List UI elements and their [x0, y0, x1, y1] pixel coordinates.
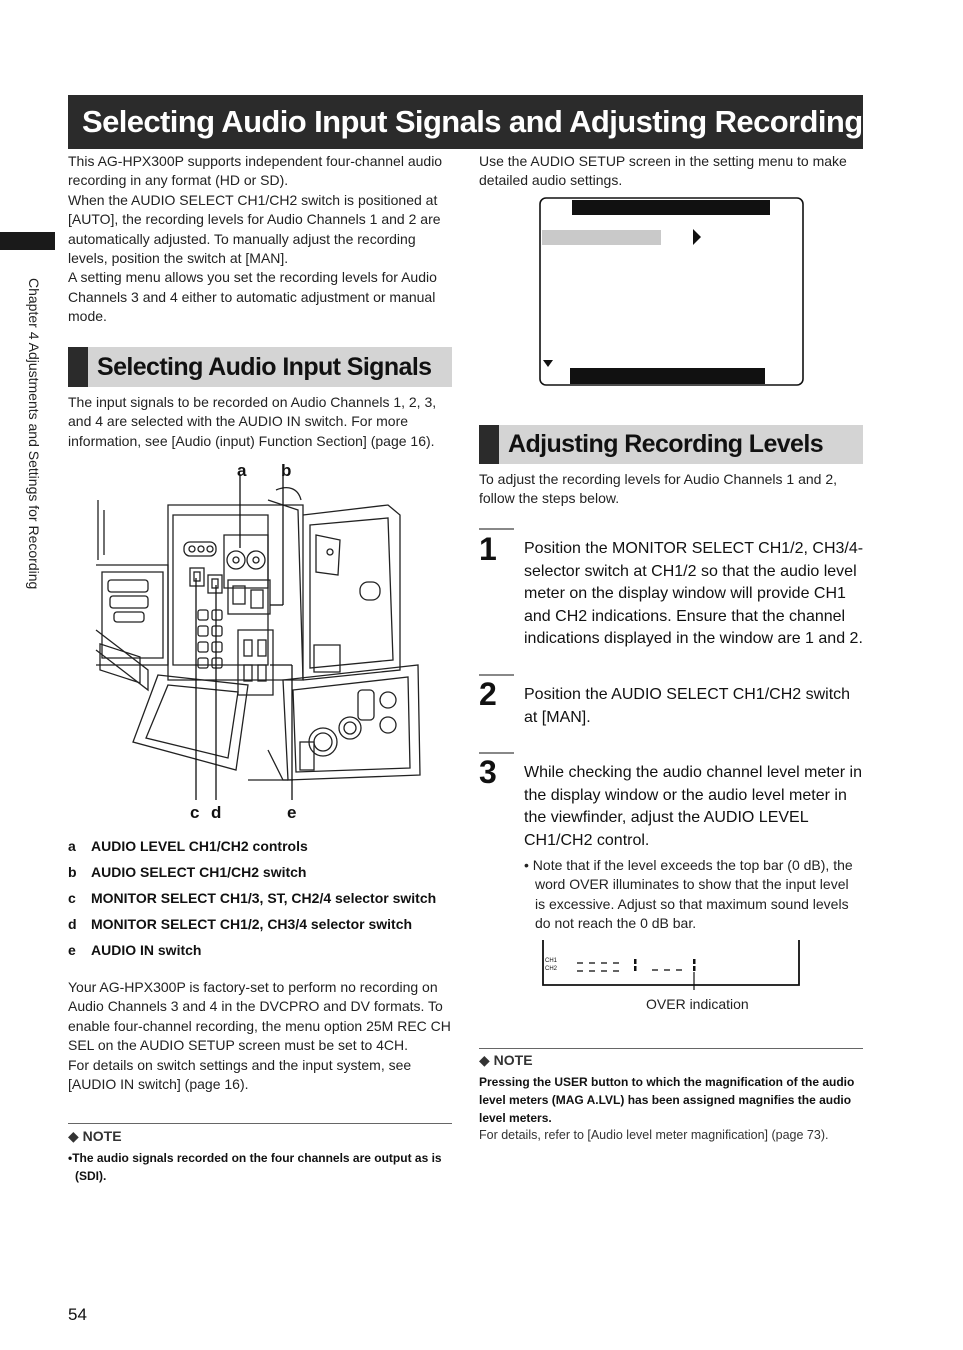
step-number: 2 — [479, 676, 497, 712]
figure-label-b: b — [281, 461, 292, 480]
step-text: While checking the audio channel level meter in the display window or the audio level meter in the viewfinder, adjust the AUDIO LEVEL CH1/CH2 control. — [524, 764, 862, 849]
figure-legend — [68, 837, 458, 967]
body-paragraph: For details on switch settings and the input system, see [AUDIO IN switch] (page 16). — [68, 1056, 412, 1093]
step-text: Position the AUDIO SELECT CH1/CH2 switch at [MAN]. — [524, 686, 851, 726]
intro-text — [68, 152, 453, 327]
audio-setup-screen-illustration — [539, 197, 805, 387]
note-divider — [68, 1123, 452, 1124]
note-reference: For details, refer to [Audio level meter magnification] (page 73). — [479, 1128, 829, 1142]
figure-label-c: c — [190, 803, 200, 822]
meter-channel-labels — [545, 957, 559, 973]
step-number: 3 — [479, 754, 497, 790]
section-heading-audio-input: Selecting Audio Input Signals — [68, 347, 452, 387]
step3-bullet: • Note that if the level exceeds the top bar (0 dB), the word OVER illuminates to show that the input level is excessive. Adjust so that maximum sound levels do not reach the 0 dB bar. — [524, 857, 853, 932]
body-paragraph: Your AG-HPX300P is factory-set to perform no recording on Audio Channels 3 and 4 in the DVCPRO and DV formats. To enable four-channel recording, the menu option 25M REC CH SEL on the AUDIO SETUP screen must be set to 4CH. — [68, 979, 451, 1054]
legend-item: b AUDIO SELECT CH1/CH2 switch — [68, 864, 307, 880]
note-divider — [479, 1048, 863, 1049]
meter-ch2-label: CH2 — [545, 966, 558, 972]
section-heading-recording-levels: Adjusting Recording Levels — [479, 425, 863, 464]
section1-text: The input signals to be recorded on Audio Channels 1, 2, 3, and 4 are selected with the AUDIO IN switch. For more information, see [Audio (input) Function Section] (page 16). — [68, 394, 437, 449]
chapter-tab-marker — [0, 232, 55, 250]
step-divider — [479, 528, 514, 530]
legend-item: a AUDIO LEVEL CH1/CH2 controls — [68, 838, 308, 854]
figure-label-d: d — [211, 803, 222, 822]
meter-ch1-label: CH1 — [545, 958, 558, 964]
legend-item: c MONITOR SELECT CH1/3, ST, CH2/4 selector switch — [68, 890, 437, 906]
intro-paragraph: This AG-HPX300P supports independent four-channel audio recording in any format (HD or SD). — [68, 153, 443, 189]
step-number: 1 — [479, 531, 497, 567]
chapter-label: Chapter 4 Adjustments and Settings for Recording — [26, 278, 42, 590]
over-indication-label: OVER indication — [646, 996, 749, 1012]
step-text: Position the MONITOR SELECT CH1/2, CH3/4-selector switch at CH1/2 so that the audio level meter on the display window will provide CH1 and CH2 indications. Ensure that the channel indications displayed in the window are 1 and 2. — [524, 540, 864, 647]
note-heading: ◆ NOTE — [68, 1128, 122, 1144]
page-number: 54 — [68, 1305, 87, 1324]
figure-label-e: e — [287, 803, 297, 822]
note-text: •The audio signals recorded on the four channels are output as is (SDI). — [68, 1151, 442, 1183]
note-heading: ◆ NOTE — [479, 1052, 533, 1068]
figure-label-a: a — [237, 461, 247, 480]
right-intro: Use the AUDIO SETUP screen in the setting menu to make detailed audio settings. — [479, 153, 847, 189]
audio-level-meter-illustration — [540, 938, 802, 990]
page-title: Selecting Audio Input Signals and Adjusting Recording Levels — [68, 95, 863, 149]
legend-item: d MONITOR SELECT CH1/2, CH3/4 selector switch — [68, 916, 413, 932]
section2-text: To adjust the recording levels for Audio Channels 1 and 2, follow the steps below. — [479, 471, 838, 507]
four-channel-info — [68, 978, 456, 1094]
intro-paragraph: A setting menu allows you set the recording levels for Audio Channels 3 and 4 either to automatic adjustment or manual mode. — [68, 269, 437, 325]
note-text: Pressing the USER button to which the magnification of the audio level meters (MAG A.LVL) has been assigned magnifies the audio level meters. — [479, 1075, 855, 1125]
intro-paragraph: When the AUDIO SELECT CH1/CH2 switch is positioned at [AUTO], the recording levels for Audio Channels 1 and 2 are automatically adjusted. To manually adjust the recording levels, position the switch at [MAN]. — [68, 191, 441, 267]
legend-item: e AUDIO IN switch — [68, 942, 202, 958]
camera-audio-panel-illustration — [88, 480, 433, 800]
